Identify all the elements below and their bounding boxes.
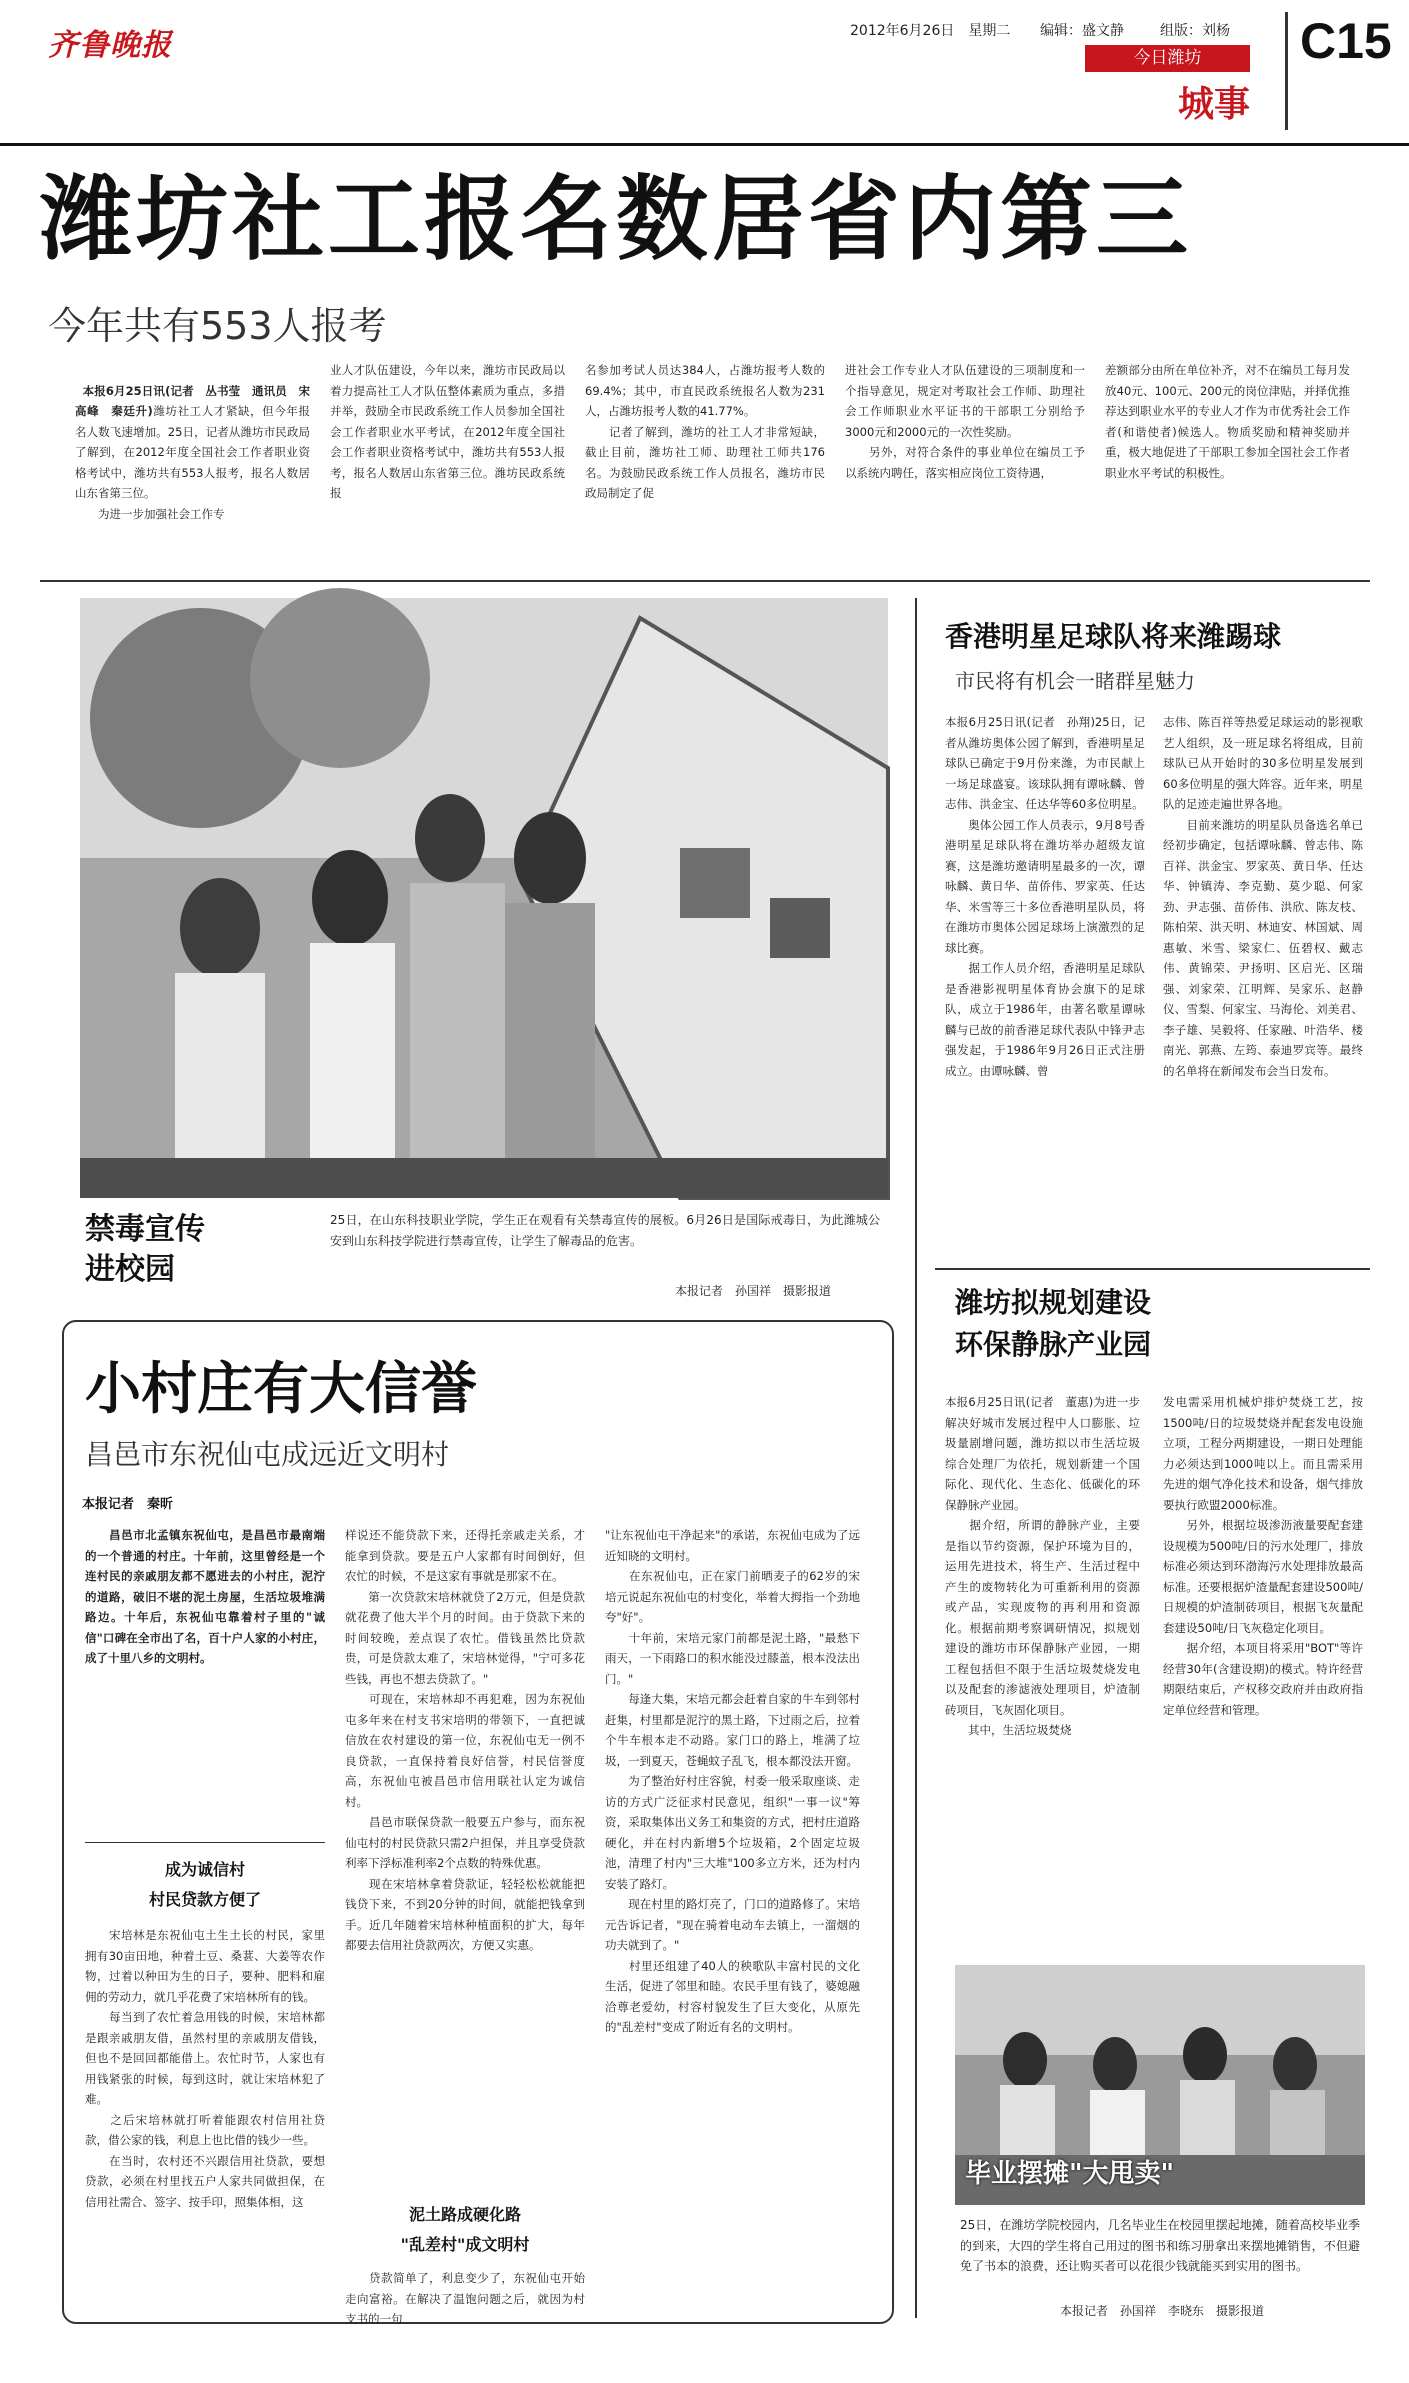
village-intro: 昌邑市北孟镇东祝仙屯，是昌邑市最南端的一个普通的村庄。十年前，这里曾经是一个连村民的亲戚朋友都不愿进去的小村庄，泥泞的道路，破旧不堪的泥土房屋，生活垃圾堆满路边。十年后，东祝仙屯靠着村子里的"诚信"口碑在全市出了名，百十户人家的小村庄，成了十里八乡的文明村。 [85,1528,325,1665]
village-subhead-2: 泥土路成硬化路 "乱差村"成文明村 [400,2205,530,2254]
layout-credit: 组版：刘杨 [1160,23,1230,39]
hk-column-2: 志伟、陈百祥等热爱足球运动的影视歌艺人组织，及一班足球名将组成，目前球队已从开始时的30多位明星发展到60多位明星的强大阵容。近年来，明星队的足迹走遍世界各地。 目前来潍坊的明星队员备选名单已经初步确定，包括谭咏麟、曾志伟、陈百祥、洪金宝、罗家英、黄日华、任达华、钟镇涛、李克勤、莫少聪、何家劲、尹志强、苗侨伟、洪欣、陈友枝、陈柏荣、洪天明、林迪安、林国斌、周惠敏、米雪、梁家仁、伍碧权、戴志伟、黄锦荣、尹扬明、区启光、区瑞强、刘家荣、江明辉、吴家乐、赵静仪、雪梨、何家宝、马海伦、刘美君、李子雄、吴毅将、任家融、叶浩华、楼南光、郭燕、左筠、泰迪罗宾等。最终的名单将在新闻发布会当日发布。 [1163,715,1363,1078]
eco-column-1: 本报6月25日讯(记者 董惠)为进一步解决好城市发展过程中人口膨胀、垃圾量剧增问题，潍坊拟以市生活垃圾综合处理厂为依托，规划新建一个国际化、现代化、生态化、低碳化的环保静脉产业园。 据介绍，所谓的静脉产业，主要是指以节约资源，保护环境为目的，运用先进技术，将生产、生活过程中产生的废物转化为可重新利用的资源或产品，实现废物的再利用和资源化。根据前期考察调研情况，拟规划建设的潍坊市环保静脉产业园，一期工程包括但不限于生活垃圾焚烧发电以及配套的渗滤液处理项目，炉渣制砖项目，飞灰固化项目。 其中，生活垃圾焚烧 [945,1395,1140,1737]
photo-feature-credit: 本报记者 孙国祥 摄影报道 [675,1284,832,1298]
eco-headline: 潍坊拟规划建设 环保静脉产业园 [955,1286,1152,1361]
lead-column-1 [75,360,310,570]
hk-headline: 香港明星足球队将来潍踢球 [945,620,1282,653]
village-column-2-tail: 贷款简单了，利息变少了，东祝仙屯开始走向富裕。在解决了温饱问题之后，就因为村支书的一句 [345,2271,585,2326]
village-column-1: 宋培林是东祝仙屯土生土长的村民，家里拥有30亩田地，种着土豆、桑葚、大姜等农作物，过着以种田为生的日子，要种、肥料和雇佣的劳动力，就几乎花费了宋培林所有的钱。 每当到了农忙着急用钱的时候，宋培林都是跟亲戚朋友借，虽然村里的亲戚朋友借钱，但也不是回回都能借上。农忙时节，人家也有用钱紧张的时候，每到这时，就让宋培林犯了难。 之后宋培林就打听着能跟农村信用社贷款，借公家的钱，利息上也比借的钱少一些。 在当时，农村还不兴跟信用社贷款，要想贷款，必须在村里找五户人家共同做担保，在信用社需合、签字、按手印，照集体相，这 [85,1928,325,2209]
page-number: C15 [1300,13,1392,69]
lead-column-4: 进社会工作专业人才队伍建设的三项制度和一个指导意见，规定对考取社会工作师、助理社会工作师职业水平证书的干部职工分别给予3000元和2000元的一次性奖励。 另外，对符合条件的事业单位在编员工予以系统内聘任，落实相应岗位工资待遇， [845,363,1085,480]
hk-column-1: 本报6月25日讯(记者 孙翔)25日，记者从潍坊奥体公园了解到，香港明星足球队已确定于9月份来潍，为市民献上一场足球盛宴。该球队拥有谭咏麟、曾志伟、洪金宝、任达华等60多位明星。 奥体公园工作人员表示，9月8号香港明星足球队将在潍坊举办超级友谊赛，这是潍坊邀请明星最多的一次，谭咏麟、黄日华、苗侨伟、罗家英、任达华、米雪等三十多位香港明星队员，将在潍坊市奥体公园足球场上演激烈的足球比赛。 据工作人员介绍，香港明星足球队是香港影视明星体育协会旗下的足球队，成立于1986年，由著名歌星谭咏麟与已故的前香港足球代表队中锋尹志强发起，于1986年9月26日正式注册成立。由谭咏麟、曾 [945,715,1145,1078]
village-subhead: 昌邑市东祝仙屯成远近文明村 [85,1438,450,1471]
date-line: 2012年6月26日 星期二 [850,23,1011,39]
hk-subhead: 市民将有机会一睹群星魅力 [955,669,1195,693]
village-column-3: "让东祝仙屯干净起来"的承诺，东祝仙屯成为了远近知晓的文明村。 在东祝仙屯，正在家门前晒麦子的62岁的宋培元说起东祝仙屯的村变化，举着大拇指一个劲地夸"好"。 十年前，宋培元家门前都是泥土路，"最愁下雨天，一下雨路口的积水能没过膝盖，根本没法出门。" 每逢大集，宋培元都会赶着自家的牛车到邻村赶集，村里都是泥泞的黑土路，下过雨之后，拉着个牛车根本走不动路。家门口的路上，堆满了垃圾，一到夏天，苍蝇蚊子乱飞，根本都没法开窗。 为了整治好村庄容貌，村委一般采取座谈、走访的方式广泛征求村民意见，组织"一事一议"筹资，采取集体出义务工和集资的方式，把村庄道路硬化，并在村内新增5个垃圾箱，2个固定垃圾池，清理了村内"三大堆"100多立方米，还为村内安装了路灯。 现在村里的路灯亮了，门口的道路修了。宋培元告诉记者，"现在骑着电动车去镇上，一溜烟的功夫就到了。" 村里还组建了40人的秧歌队丰富村民的文化生活，促进了邻里和睦。农民手里有钱了，婆媳融洽尊老爱幼，村容村貌发生了巨大变化，从原先的"乱差村"变成了附近有名的文明村。 [605,1528,860,2034]
lead-byline: 本报6月25日讯(记者 丛书莹 通讯员 宋高峰 秦廷升) [75,383,310,418]
lead-bottom-rule [40,580,1370,582]
grad-photo-caption: 25日，在潍坊学院校园内，几名毕业生在校园里摆起地摊，随着高校毕业季的到来，大四的学生将自己用过的图书和练习册拿出来摆地摊销售，不但避免了书本的浪费，还让购买者可以花很少钱就能买到实用的图书。 [960,2218,1360,2273]
lead-column-3: 名参加考试人员达384人，占潍坊报考人数的69.4%；其中，市直民政系统报名人数为231人，占潍坊报考人数的41.77%。 记者了解到，潍坊的社工人才非常短缺，截止目前，潍坊社工师、助理社工师共176名。为鼓励民政系统工作人员报名，潍坊市民政局制定了促 [585,363,825,500]
village-subhead-1: 成为诚信村 村民贷款方便了 [148,1860,261,1909]
paper-logo: 齐鲁晚报 [48,28,172,63]
lead-column-5: 差额部分由所在单位补齐，对不在编员工每月发放40元、100元、200元的岗位津贴，并择优推荐达到职业水平的专业人才作为市优秀社会工作者(和谐使者)候选人。物质奖励和精神奖励并重，极大地促进了干部职工参加全国社会工作者职业水平考试的积极性。 [1105,363,1350,480]
photo-feature-caption: 25日，在山东科技职业学院，学生正在观看有关禁毒宣传的展板。6月26日是国际戒毒日，为此潍城公安到山东科技学院进行禁毒宣传，让学生了解毒品的危害。 [330,1213,880,1248]
hk-bottom-rule [935,1268,1370,1270]
section-name: 城事 [1178,84,1251,125]
grad-photo-credit: 本报记者 孙国祥 李晓东 摄影报道 [1060,2304,1265,2318]
lead-col1-text: 潍坊社工人才紧缺，但今年报名人数飞速增加。25日，记者从潍坊市民政局了解到，在2012年度全国社会工作者职业资格考试中，潍坊共有553人报考，报名人数居山东省第三位。 为进一步加强社会工作专 [75,404,310,521]
village-byline: 本报记者 秦昕 [82,1497,174,1512]
editor-credit: 编辑：盛文静 [1040,23,1124,39]
lead-headline: 潍坊社工报名数居省内第三 [40,166,1193,273]
masthead-divider [1285,12,1288,130]
photo-feature-title: 禁毒宣传 进校园 [85,1212,205,1287]
section-tag: 今日潍坊 [1085,45,1250,72]
village-headline: 小村庄有大信誉 [85,1357,477,1422]
lead-subhead: 今年共有553人报考 [48,304,387,348]
students-exhibit-photo [80,598,888,1198]
masthead-rule [0,143,1409,146]
photo-illustration [80,598,888,1198]
lead-column-2: 业人才队伍建设，今年以来，潍坊市民政局以着力提高社工人才队伍整体素质为重点，多措并举，鼓励全市民政系统工作人员参加全国社会工作者职业水平考试，在2012年度全国社会工作者职业资格考试中，潍坊共有553人报考，报名人数居山东省第三位。潍坊民政系统报 [330,363,565,500]
graduates-stall-photo [955,1965,1365,2205]
village-sub1-rule [85,1842,325,1843]
right-column-divider [915,598,917,2318]
village-column-2: 样说还不能贷款下来，还得托亲戚走关系，才能拿到贷款。要是五户人家都有时间倒好，但农忙的时候，不是这家有事就是那家不在。 第一次贷款宋培林就贷了2万元，但是贷款就花费了他大半个月的时间。由于贷款下来的时间较晚，差点误了农忙。借钱虽然比贷款贵，可是贷款太难了，宋培林觉得，"宁可多花些钱，再也不想去贷款了。" 可现在，宋培林却不再犯难，因为东祝仙屯多年来在村支书宋培明的带领下，一直把诚信放在农村建设的第一位，东祝仙屯无一例不良贷款，一直保持着良好信誉，村民信誉度高，东祝仙屯被昌邑市信用联社认定为诚信村。 昌邑市联保贷款一般要五户参与，而东祝仙屯村的村民贷款只需2户担保，并且享受贷款利率下浮标准利率2个点数的特殊优惠。 现在宋培林拿着贷款证，轻轻松松就能把钱贷下来，不到20分钟的时间，就能把钱拿到手。近几年随着宋培林种植面积的扩大，每年都要去信用社贷款两次，方便又实惠。 [345,1528,585,1952]
eco-column-2: 发电需采用机械炉排炉焚烧工艺，按1500吨/日的垃圾焚烧并配套发电设施立项，工程分两期建设，一期日处理能力必须达到1000吨以上。而且需采用先进的烟气净化技术和设备，烟气排放要执行欧盟2000标准。 另外，根据垃圾渗沥液量要配套建设规模为500吨/日的污水处理厂，排放标准必须达到环渤海污水处理排放最高标准。还要根据炉渣量配套建设500吨/日规模的炉渣制砖项目，根据飞灰量配套建设50吨/日飞灰稳定化项目。 据介绍，本项目将采用"BOT"等许经营30年(含建设期)的模式。特许经营期限结束后，产权移交政府并由政府指定单位经营和管理。 [1163,1395,1363,1717]
grad-photo-title: 毕业摆摊"大甩卖" [965,2159,1175,2189]
